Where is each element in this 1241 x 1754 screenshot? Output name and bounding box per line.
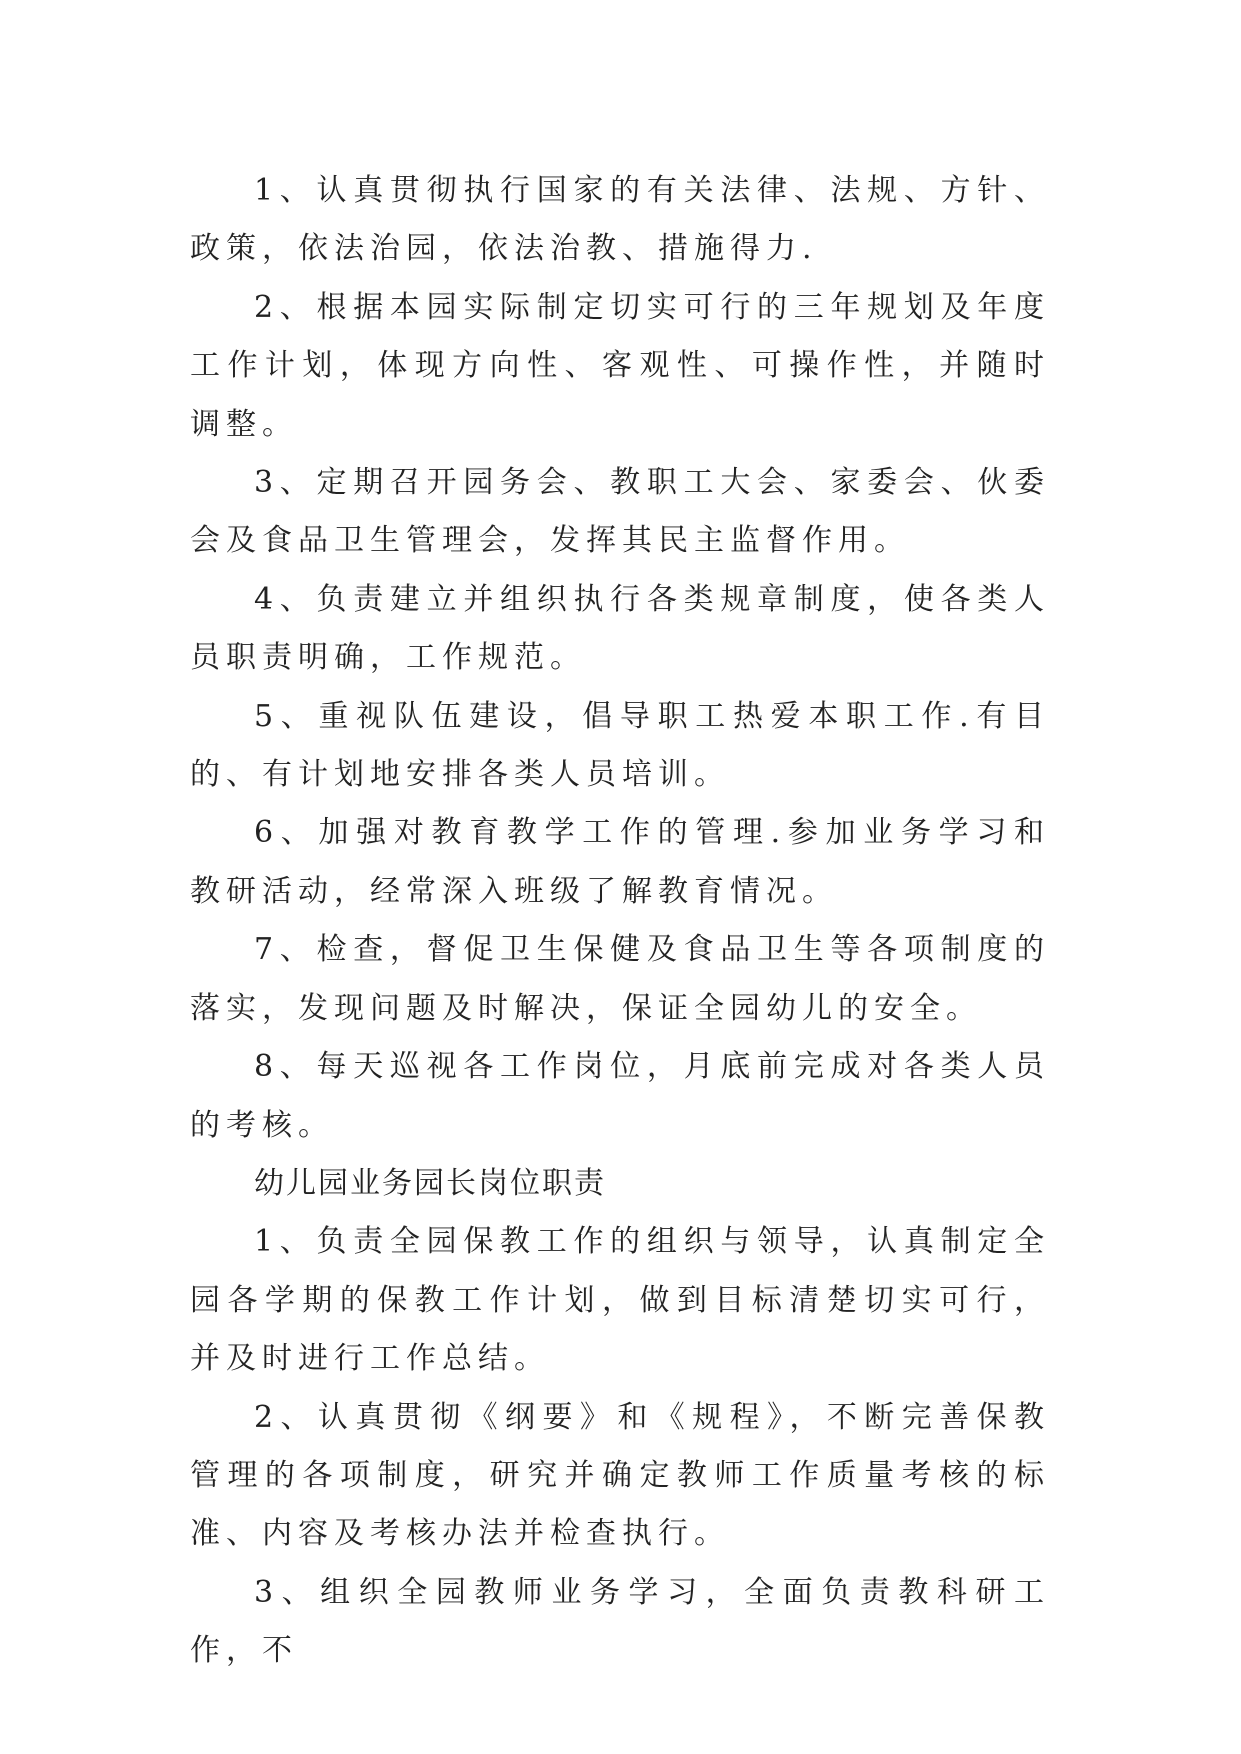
- section-paragraph-3: 3、组织全园教师业务学习，全面负责教科研工作，不: [190, 1574, 1050, 1669]
- section-paragraph-2: 2、认真贯彻《纲要》和《规程》，不断完善保教管理的各项制度，研究并确定教师工作质量考核的标准、内容及考核办法并检查执行。: [190, 1399, 1050, 1552]
- paragraph-5: 5、重视队伍建设，倡导职工热爱本职工作.有目的、有计划地安排各类人员培训。: [190, 698, 1050, 793]
- paragraph-6: 6、加强对教育教学工作的管理.参加业务学习和教研活动，经常深入班级了解教育情况。: [190, 815, 1050, 909]
- paragraph-3: 3、定期召开园务会、教职工大会、家委会、伙委会及食品卫生管理会，发挥其民主监督作用。: [190, 465, 1050, 559]
- section-heading: 幼儿园业务园长岗位职责: [254, 1165, 606, 1201]
- section-paragraph-1: 1、负责全园保教工作的组织与领导，认真制定全园各学期的保教工作计划，做到目标清楚切实可行，并及时进行工作总结。: [190, 1224, 1050, 1377]
- paragraph-2: 2、根据本园实际制定切实可行的三年规划及年度工作计划，体现方向性、客观性、可操作性，并随时调整。: [190, 289, 1050, 442]
- paragraph-7: 7、检查，督促卫生保健及食品卫生等各项制度的落实，发现问题及时解决，保证全园幼儿的安全。: [190, 932, 1050, 1026]
- paragraph-1: 1、认真贯彻执行国家的有关法律、法规、方针、政策，依法治园，依法治教、措施得力.: [190, 173, 1050, 267]
- document-body: [190, 162, 1050, 1681]
- paragraph-8: 8、每天巡视各工作岗位，月底前完成对各类人员的考核。: [190, 1049, 1050, 1143]
- paragraph-4: 4、负责建立并组织执行各类规章制度，使各类人员职责明确，工作规范。: [190, 581, 1050, 676]
